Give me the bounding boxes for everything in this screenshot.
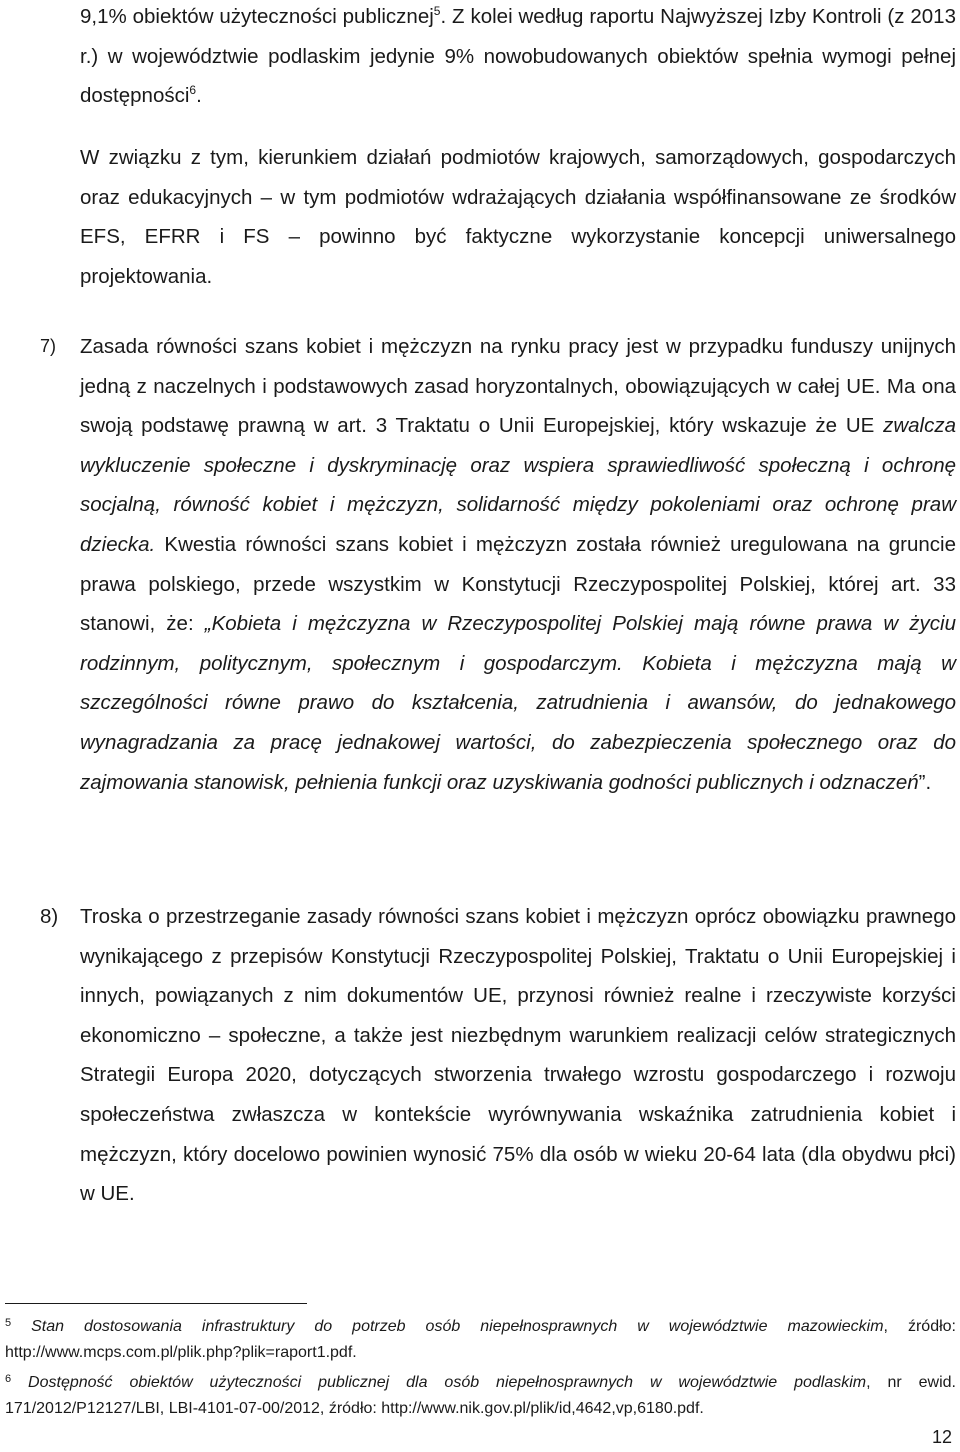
paragraph-universal-design	[80, 138, 956, 296]
footnote-number: 6	[5, 1373, 12, 1385]
paragraph-text: Kwestia równości szans kobiet i mężczyzn została również uregulowana na gruncie prawa polskiego, przede wszystkim w Konstytucji Rzeczypospolitej Polskiej, której art. 33 stanowi, że:	[80, 532, 956, 636]
list-item-8	[80, 897, 956, 1214]
footnote-title: Stan dostosowania infrastruktury do potrzeb osób niepełnosprawnych w województwie mazowieckim	[11, 1318, 884, 1335]
page-number: 12	[931, 1427, 952, 1447]
paragraph-text: Troska o przestrzeganie zasady równości szans kobiet i mężczyzn oprócz obowiązku prawnego wynikającego z przepisów Konstytucji Rzeczypospolitej Polskiej, Traktatu o Unii Europejskiej i innych, powiązanych z nim dokumentów UE, przynosi również realne i rzeczywiste korzyści ekonomiczno – społeczne, a także jest niezbędnym warunkiem realizacji celów strategicznych Strategii Europa 2020, dotyczących stworzenia trwałego wzrostu gospodarczego i rozwoju społeczeństwa zwłaszcza w kontekście wyrównywania wskaźnika zatrudnienia kobiet i mężczyzn, który docelowo powinien wynosić 75% dla osób w wieku 20-64 lata (dla obydwu płci) w UE.	[80, 905, 956, 1206]
paragraph-text: 9,1% obiektów użyteczności publicznej	[80, 5, 434, 28]
footnote-6	[5, 1370, 956, 1422]
paragraph-text: Zasada równości szans kobiet i mężczyzn na rynku pracy jest w przypadku funduszy unijnych jedną z naczelnych i podstawowych zasad horyzontalnych, obowiązujących w całej UE. Ma ona swoją podstawę prawną w art. 3 Traktatu o Unii Europejskiej, który wskazuje że UE	[80, 335, 956, 438]
paragraph-text: . Z kolei według raportu Najwyższej Izby Kontroli (z 2013 r.) w województwie podlaskim jedynie 9% nowobudowanych obiektów spełnia wymogi pełnej dostępności	[80, 5, 956, 108]
list-item-7: Zasada równości szans kobiet i mężczyzn na rynku pracy jest w przypadku funduszy unijnych jedną z naczelnych i podstawowych zasad horyzontalnych, obowiązujących w całej UE. Ma ona swoją podstawę prawną w art. 3 Traktatu o Unii Europejskiej, który wskazuje że UE zwalcza wykluczenie społeczne i dyskryminację oraz wspiera sprawiedliwość społeczną i ochronę socjalną, równość kobiet i mężczyzn, solidarność między pokoleniami oraz ochronę praw dziecka. Kwestia równości szans kobiet i mężczyzn została również uregulowana na gruncie prawa polskiego, przede wszystkim w Konstytucji Rzeczypospolitej Polskiej, której art. 33 stanowi, że: „Kobieta i mężczyzna w Rzeczypospolitej Polskiej mają równe prawa w życiu rodzinnym, politycznym, społecznym i gospodarczym. Kobieta i mężczyzna mają w szczególności równe prawo do kształcenia, zatrudnienia i awansów, do jednakowego wynagradzania za pracę jednakowej wartości, do zabezpieczenia społecznego oraz do zajmowania stanowisk, pełnienia funkcji oraz uzyskiwania godności publicznych i odznaczeń”.	[80, 335, 956, 794]
footnote-separator	[5, 1303, 307, 1304]
footnote-5	[5, 1314, 956, 1366]
footnote-source[interactable]: , nr ewid. 171/2012/P12127/LBI, LBI-4101-07-00/2012, źródło: http://www.nik.gov.pl/plik/id,4642,vp,6180.pdf.	[5, 1374, 956, 1417]
footnote-ref-5[interactable]: 5	[433, 4, 441, 18]
constitution-quote: „Kobieta i mężczyzna w Rzeczypospolitej Polskiej mają równe prawa w życiu rodzinnym, politycznym, społecznym i gospodarczym. Kobieta i mężczyzna mają w szczególności równe prawo do kształcenia, zatrudnienia i awansów, do jednakowego wynagradzania za pracę jednakowej wartości, do zabezpieczenia społecznego oraz do zajmowania stanowisk, pełnienia funkcji oraz uzyskiwania godności publicznych i odznaczeń	[80, 612, 956, 794]
footnote-title: Dostępność obiektów użyteczności publicznej dla osób niepełnosprawnych w województwie podlaskim	[11, 1374, 867, 1391]
footnote-ref-6[interactable]: 6	[189, 83, 197, 98]
list-number-7: 7)	[40, 336, 57, 356]
footnote-number: 5	[5, 1317, 12, 1329]
list-number-8: 8)	[40, 905, 59, 928]
treaty-quote: zwalcza wykluczenie społeczne i dyskryminację oraz wspiera sprawiedliwość społeczną i ochronę socjalną, równość kobiet i mężczyzn, solidarność między pokoleniami oraz ochronę praw dziecka.	[80, 414, 956, 556]
paragraph-intro: 9,1% obiektów użyteczności publicznej$^5$. Z kolei według raportu Najwyższej Izby Kontroli (z 2013 r.) w województwie podlaskim jedynie 9% nowobudowanych obiektów spełnia wymogi pełnej dostępności$^6$.	[80, 4, 956, 108]
footnote-source[interactable]: , źródło: http://www.mcps.com.pl/plik.php?plik=raport1.pdf.	[5, 1318, 957, 1361]
paragraph-text: W związku z tym, kierunkiem działań podmiotów krajowych, samorządowych, gospodarczych oraz edukacyjnych – w tym podmiotów wdrażających działania współfinansowane ze środków EFS, EFRR i FS – powinno być faktyczne wykorzystanie koncepcji uniwersalnego projektowania.	[80, 146, 956, 288]
